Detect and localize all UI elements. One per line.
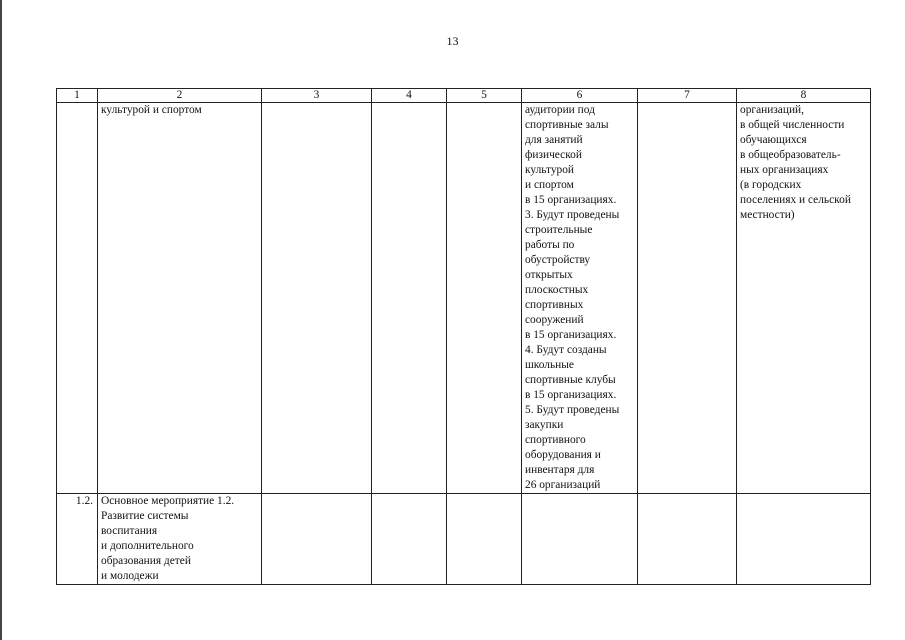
row-number: 1.2. <box>75 495 93 507</box>
expected-result-cell <box>522 494 638 585</box>
measure-name-cell <box>98 494 262 585</box>
col-3-cell <box>262 494 372 585</box>
measure-name: культурой и спортом <box>101 104 202 116</box>
expected-result-cell <box>522 103 638 494</box>
indicator-text: организаций, в общей численности обучающихся в общеобразователь- ных организациях (в городских поселениях и сельской местности) <box>740 104 851 221</box>
indicator-cell <box>737 103 871 494</box>
header-col-8: 8 <box>737 89 871 103</box>
header-col-5: 5 <box>447 89 522 103</box>
header-col-7: 7 <box>638 89 737 103</box>
table-row <box>57 103 871 494</box>
header-row <box>57 89 871 103</box>
measure-name: Основное мероприятие 1.2. Развитие системы воспитания и дополнительного образования детей и молодежи <box>101 495 235 582</box>
col-5-cell <box>447 103 522 494</box>
header-col-2: 2 <box>98 89 262 103</box>
header-col-4: 4 <box>372 89 447 103</box>
col-7-cell <box>638 103 737 494</box>
measures-table <box>56 88 871 585</box>
header-col-1: 1 <box>57 89 98 103</box>
row-number-cell <box>57 103 98 494</box>
measure-name-cell <box>98 103 262 494</box>
col-4-cell <box>372 103 447 494</box>
col-7-cell <box>638 494 737 585</box>
header-col-3: 3 <box>262 89 372 103</box>
page-number: 13 <box>446 34 459 48</box>
scan-left-edge <box>0 0 2 640</box>
row-number-cell <box>57 494 98 585</box>
indicator-cell <box>737 494 871 585</box>
col-3-cell <box>262 103 372 494</box>
table-row <box>57 494 871 585</box>
col-5-cell <box>447 494 522 585</box>
col-4-cell <box>372 494 447 585</box>
header-col-6: 6 <box>522 89 638 103</box>
expected-result-text: аудитории под спортивные залы для занятий физической культурой и спортом в 15 организациях. 3. Будут проведены строительные работы по обустройству открытых плоскостных спортивных сооружений в 15 организациях. 4. Будут созданы школьные спортивные клубы в 15 организациях. 5. Будут проведены закупки спортивного оборудования и инвентаря для 26 организаций <box>525 104 620 491</box>
